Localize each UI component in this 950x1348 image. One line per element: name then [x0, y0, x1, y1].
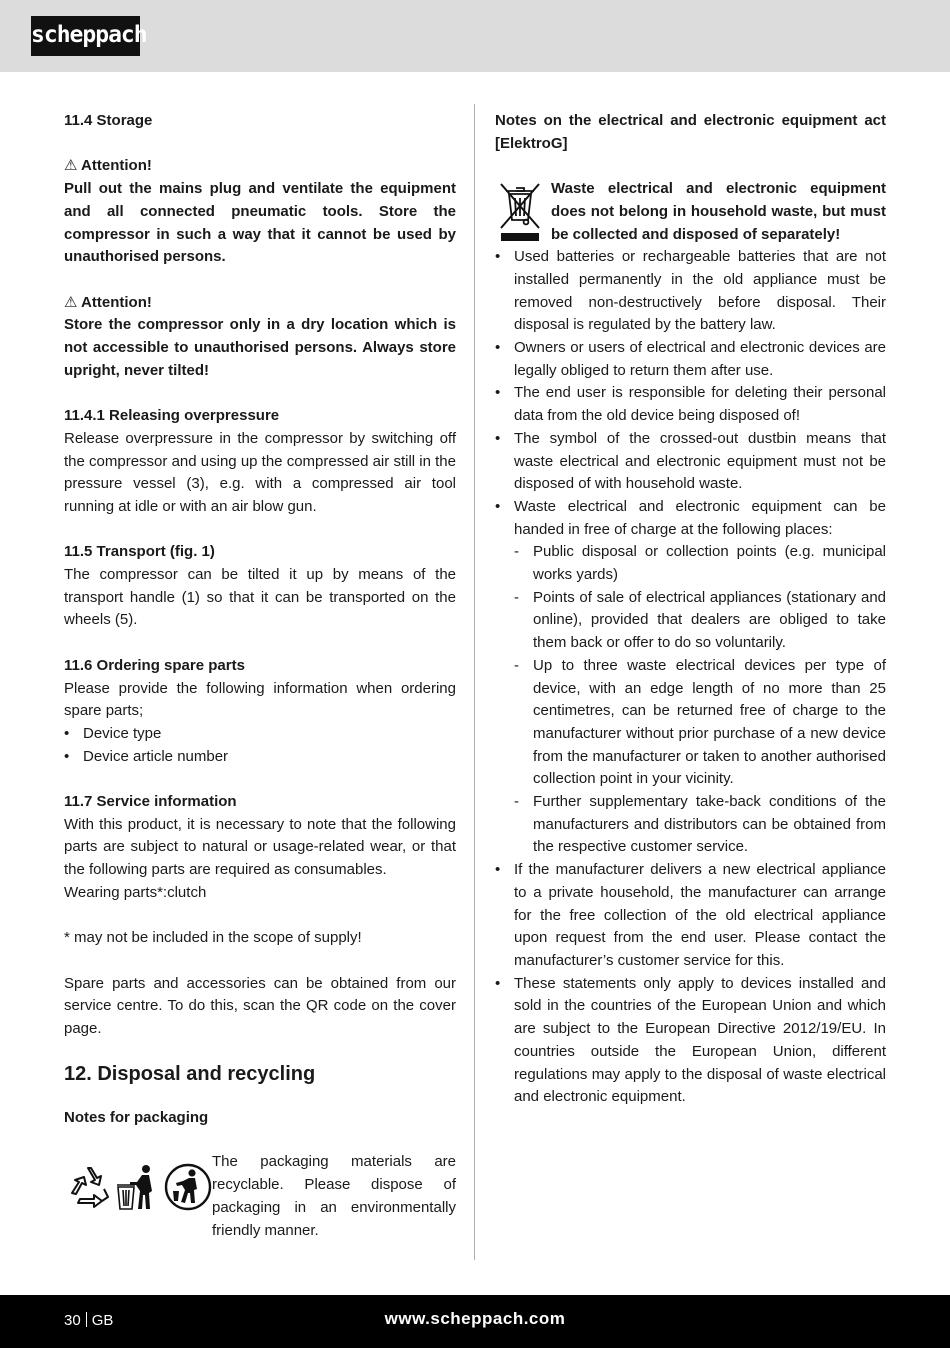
packaging-note [64, 1151, 456, 1242]
list-item: • The symbol of the crossed-out dustbin means that waste electrical and electronic equipment must not be disposed of with household waste. [495, 428, 886, 496]
service-text: With this product, it is necessary to note that the following parts are subject to natural or usage-related wear, or that the following parts are required as consumables. [64, 815, 456, 879]
section-service-title: 11.7 Service information [64, 793, 237, 810]
spare-parts-text: Please provide the following information when ordering spare parts; [64, 679, 456, 720]
brand-logo: scheppach [31, 16, 140, 56]
list-item: - Public disposal or collection points (e.g. municipal works yards) [514, 541, 886, 586]
collection-places-list [514, 541, 886, 859]
attention-text: Pull out the mains plug and ventilate the equipment and all connected pneumatic tools. Store the compressor in such a way that it cannot be used by unauthorised persons. [64, 180, 456, 266]
header-bar [0, 0, 950, 72]
list-item [495, 496, 886, 859]
weee-text: Waste electrical and electronic equipment does not belong in household waste, but must be collected and disposed of separately! [551, 180, 886, 243]
trash-bin-person-icon [116, 1163, 160, 1211]
recycle-icon [64, 1163, 112, 1211]
section-storage-title: 11.4 Storage [64, 112, 153, 129]
packaging-text: The packaging materials are recyclable. Please dispose of packaging in an environmentally friendly manner. [212, 1153, 456, 1239]
list-item: • These statements only apply to devices installed and sold in the countries of the European Union and which are subject to the European Directive 2012/19/EU. In countries outside the European Union, different regulations may apply to the disposal of waste electrical and electronic equipment. [495, 973, 886, 1109]
attention-text: Store the compressor only in a dry location which is not accessible to unauthorised persons. Always store upright, never tilted! [64, 316, 456, 379]
list-item: • Device type [64, 723, 456, 746]
list-item: - Up to three waste electrical devices per type of device, with an edge length of no more than 25 centimetres, can be returned free of charge to the manufacturer without prior purchase of a new device from the manufacturer or taken to another authorised collection point in your vicinity. [514, 655, 886, 791]
list-item: • The end user is responsible for deleting their personal data from the old device being disposed of! [495, 382, 886, 427]
column-divider [474, 104, 475, 1260]
section-overpressure-title: 11.4.1 Releasing overpressure [64, 407, 280, 425]
right-column [495, 110, 886, 1109]
weee-note [495, 178, 886, 246]
packaging-title: Notes for packaging [64, 1108, 209, 1126]
list-item: - Points of sale of electrical appliances (stationary and online), provided that dealers are obliged to take them back or offer to do so voluntarily. [514, 587, 886, 655]
elektrog-title: Notes on the electrical and electronic equipment act [ElektroG] [495, 112, 886, 152]
footnote: * may not be included in the scope of supply! [64, 929, 362, 947]
packaging-icons [64, 1163, 212, 1211]
page-number: 30 [64, 1312, 81, 1329]
language-code: GB [91, 1312, 114, 1329]
wearing-parts: Wearing parts*:clutch [64, 883, 207, 901]
section-spare-parts-title: 11.6 Ordering spare parts [64, 656, 245, 674]
attention-label: ⚠ Attention! [64, 157, 152, 175]
disposal-heading: 12. Disposal and recycling [64, 1062, 316, 1085]
overpressure-text: Release overpressure in the compressor by switching off the compressor and using up the compressed air still in the pressure vessel (3), e.g. with a compressed air tool running at idle or with an air blow gun. [64, 429, 456, 515]
left-column [64, 110, 456, 1242]
accessories-text: Spare parts and accessories can be obtained from our service centre. To do this, scan the QR code on the cover page. [64, 974, 456, 1037]
transport-text: The compressor can be tilted it up by means of the transport handle (1) so that it can be transported on the wheels (5). [64, 566, 456, 629]
list-item: • Used batteries or rechargeable batteries that are not installed permanently in the old appliance must be removed non-destructively before disposal. Their disposal is regulated by the battery law. [495, 246, 886, 337]
website-url: www.scheppach.com [384, 1309, 566, 1328]
list-item: - Further supplementary take-back conditions of the manufacturers and distributors can be obtained from the respective customer service. [514, 791, 886, 859]
spare-parts-list [64, 723, 456, 768]
footer-bar [0, 1295, 950, 1348]
list-item: • If the manufacturer delivers a new electrical appliance to a private household, the manufacturer can arrange for the free collection of the old electrical appliance upon request from the end user. Please contact the manufacturer’s customer service for this. [495, 859, 886, 973]
list-item: • Owners or users of electrical and electronic devices are legally obliged to return them after use. [495, 337, 886, 382]
weee-bin-icon [495, 178, 545, 244]
elektrog-bullets [495, 246, 886, 1109]
attention-label: ⚠ Attention! [64, 293, 152, 311]
list-item-text: Waste electrical and electronic equipment can be handed in free of charge at the following places: [514, 497, 886, 538]
section-transport-title: 11.5 Transport (fig. 1) [64, 543, 215, 561]
list-item: • Device article number [64, 746, 456, 769]
green-dot-icon [164, 1163, 212, 1211]
